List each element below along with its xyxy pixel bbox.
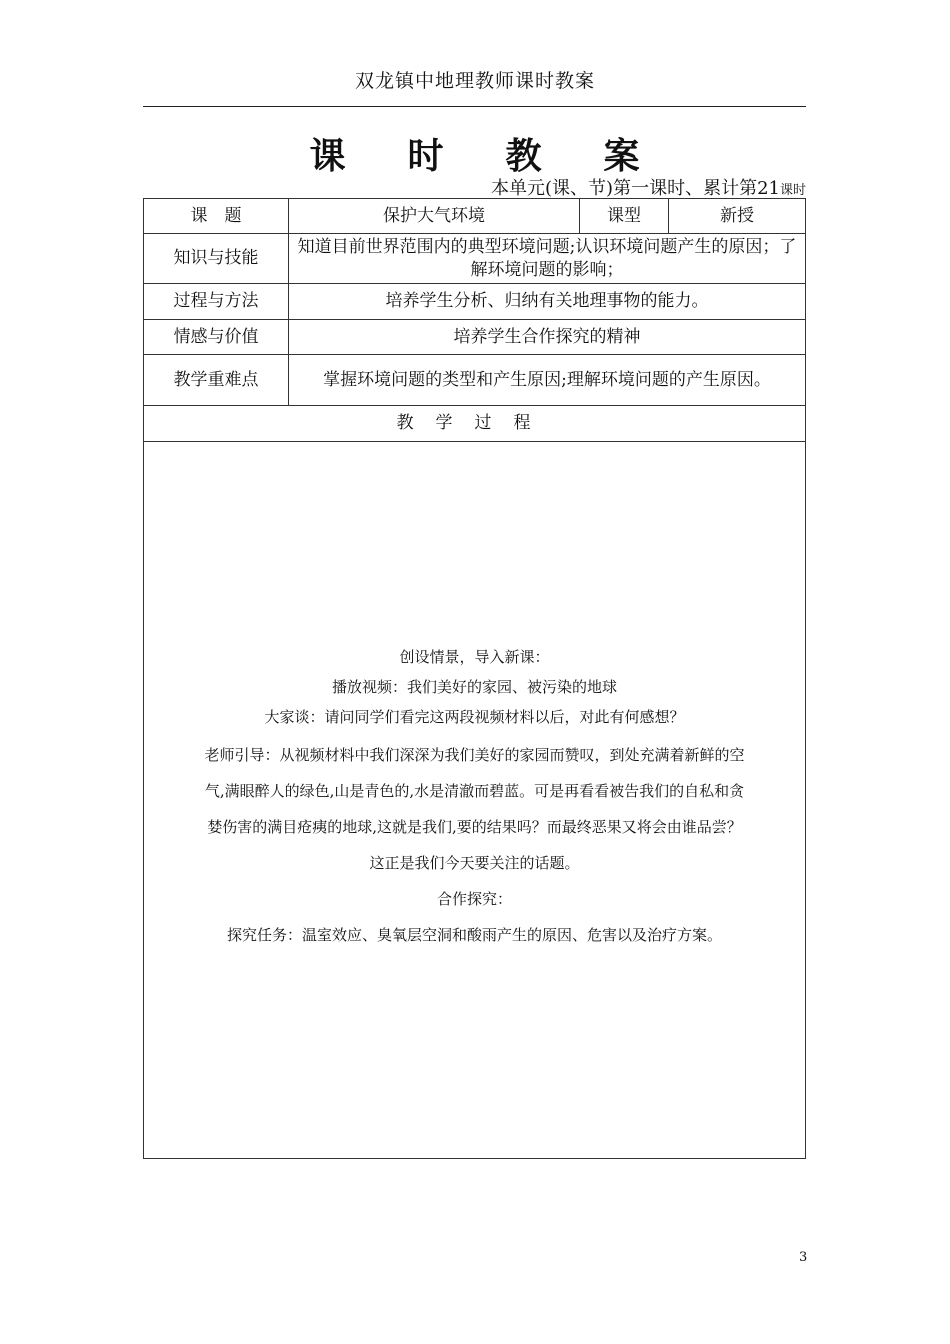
type-label: 课型 (580, 199, 669, 234)
header-divider (143, 106, 806, 107)
process-line: 这正是我们今天要关注的话题。 (369, 854, 580, 872)
process-line: 合作探究： (436, 890, 512, 908)
table-row (144, 234, 806, 284)
unit-line-suffix: 课时 (779, 183, 806, 198)
process-heading: 教学过程 (144, 406, 806, 442)
page-number: 3 (799, 1250, 808, 1265)
topic-label: 课 题 (144, 199, 289, 234)
lesson-plan-table (143, 198, 806, 1159)
topic-value: 保护大气环境 (289, 199, 580, 234)
type-value: 新授 (669, 199, 806, 234)
row-value: 知道目前世界范围内的典型环境问题;认识环境问题产生的原因；了解环境问题的影响； (289, 234, 806, 284)
process-line: 气,满眼醉人的绿色,山是青色的,水是清澈而碧蓝。可是再看看被告我们的自私和贪 (204, 782, 745, 800)
row-label: 知识与技能 (144, 234, 289, 284)
row-label: 情感与价值 (144, 320, 289, 355)
process-line: 创设情景，导入新课： (399, 648, 550, 666)
row-label: 过程与方法 (144, 284, 289, 320)
process-line: 探究任务：温室效应、臭氧层空洞和酸雨产生的原因、危害以及治疗方案。 (226, 926, 722, 944)
process-line: 老师引导：从视频材料中我们深深为我们美好的家园而赞叹，到处充满着新鲜的空 (204, 746, 745, 764)
row-value: 掌握环境问题的类型和产生原因;理解环境问题的产生原因。 (289, 355, 806, 406)
row-value: 培养学生合作探究的精神 (289, 320, 806, 355)
process-content (144, 442, 806, 1159)
main-title: 课时教案 (309, 136, 702, 177)
document-header-title: 双龙镇中地理教师课时教案 (354, 70, 595, 92)
row-value: 培养学生分析、归纳有关地理事物的能力。 (289, 284, 806, 320)
table-row (144, 284, 806, 320)
topic-row (144, 199, 806, 234)
process-content-row (144, 442, 806, 1159)
unit-line (491, 174, 806, 200)
row-label: 教学重难点 (144, 355, 289, 406)
table-row (144, 355, 806, 406)
process-heading-row (144, 406, 806, 442)
process-line: 播放视频：我们美好的家园、被污染的地球 (331, 678, 617, 696)
process-line: 婪伤害的满目疮痍的地球,这就是我们,要的结果吗？而最终恶果又将会由谁品尝？ (207, 818, 742, 836)
process-line: 大家谈：请问同学们看完这两段视频材料以后，对此有何感想？ (264, 708, 685, 726)
unit-line-main: 本单元(课、节)第一课时、累计第21 (491, 178, 780, 199)
table-row (144, 320, 806, 355)
